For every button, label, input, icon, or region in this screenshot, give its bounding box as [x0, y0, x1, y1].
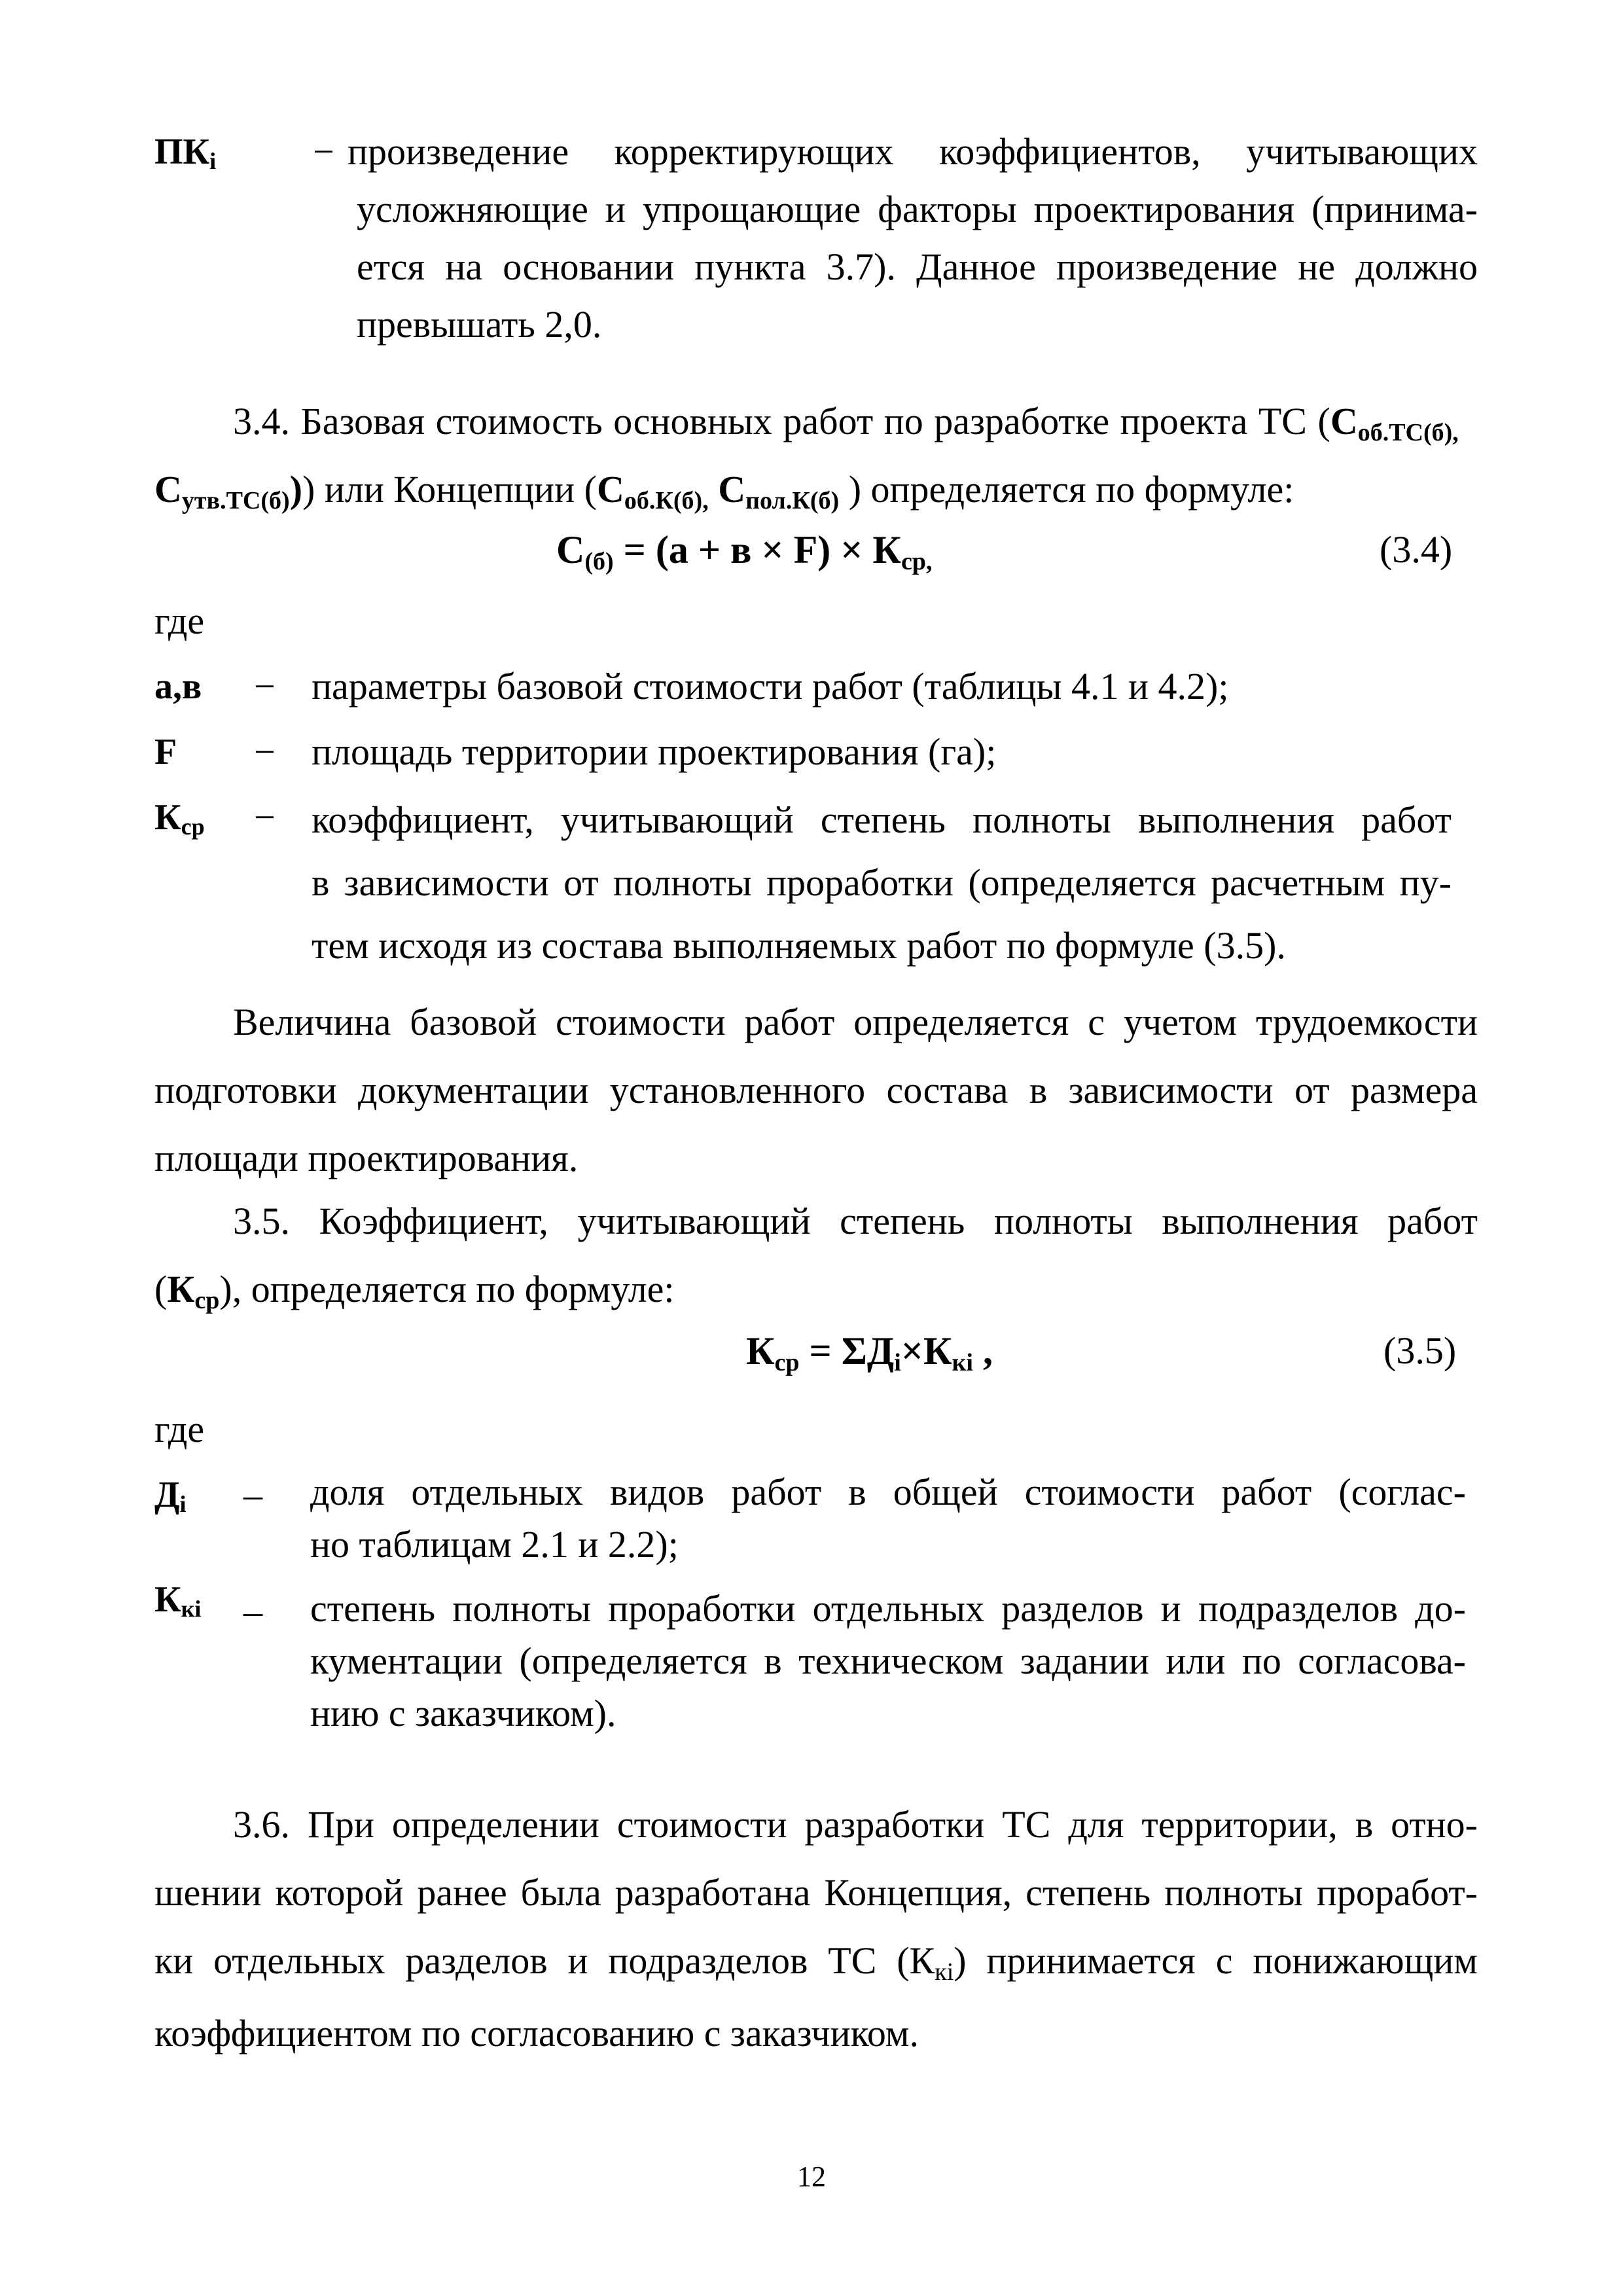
- formula-3-5-number: (3.5): [1383, 1329, 1457, 1372]
- def-ksr-dash: −: [254, 796, 276, 838]
- def-pk-line-1: произведение корректирующих коэффициентов, учитывающих: [348, 130, 1478, 173]
- def-kki-text: [310, 1583, 1466, 1740]
- p-value-line-1: Величина базовой стоимости работ определяется с учетом трудоемкости: [233, 1001, 1478, 1043]
- def-kki-line-2: кументации (определяется в техническом задании или по согласова-: [310, 1640, 1466, 1682]
- def-pk-line-4: превышать 2,0.: [357, 303, 602, 346]
- p34-line-1: 3.4. Базовая стоимость основных работ по разработке проекта ТС (Соб.ТС(б),: [233, 400, 1459, 446]
- def-d-dash: –: [243, 1473, 262, 1516]
- p36-line-2: шении которой ранее была разработана Концепция, степень полноты проработ-: [154, 1871, 1478, 1914]
- p36-line-1: 3.6. При определении стоимости разработки ТС для территории, в отно-: [233, 1803, 1478, 1846]
- p-value-line-3: площади проектирования.: [154, 1137, 579, 1179]
- def-ksr-line-2: в зависимости от полноты проработки (определяется расчетным пу-: [312, 861, 1452, 904]
- def-d-line-1: доля отдельных видов работ в общей стоимости работ (соглас-: [310, 1471, 1466, 1513]
- def-d-line-2: но таблицам 2.1 и 2.2);: [310, 1523, 679, 1566]
- where-label-2: где: [154, 1408, 205, 1450]
- def-f-dash: −: [254, 730, 276, 773]
- def-kki-term: $К_{кi}$: [154, 1579, 202, 1622]
- formula-3-5: Кср = ΣДi×Ккi ,: [746, 1329, 993, 1376]
- def-ab-dash: −: [254, 665, 276, 708]
- def-ab-term: а,в: [154, 666, 202, 707]
- def-ksr-line-1: коэффициент, учитывающий степень полноты выполнения работ: [312, 798, 1452, 841]
- p35-line-1: 3.5. Коэффициент, учитывающий степень полноты выполнения работ: [233, 1200, 1478, 1242]
- def-ksr-line-3: тем исходя из состава выполняемых работ по формуле (3.5).: [312, 924, 1286, 967]
- def-pk-text: [348, 123, 1478, 353]
- page-number: 12: [797, 2161, 826, 2193]
- def-d-text: [310, 1466, 1466, 1571]
- formula-3-4: С(б) = (а + в × F) × Кср,: [556, 528, 933, 575]
- def-ksr-term: $К_{ср}$: [154, 797, 205, 840]
- def-ksr-text: [312, 789, 1452, 977]
- def-pk-term: $ПК_i$: [154, 132, 217, 174]
- def-ab-text: параметры базовой стоимости работ (таблицы 4.1 и 4.2);: [312, 665, 1229, 708]
- p36-line-3: ки отдельных разделов и подразделов ТС (Ккi) принимается с понижающим: [154, 1939, 1478, 1986]
- p36-line-4: коэффициентом по согласованию с заказчиком.: [154, 2012, 919, 2054]
- def-pk-line-3: ется на основании пункта 3.7). Данное произведение не должно: [357, 245, 1478, 288]
- def-kki-line-3: нию с заказчиком).: [310, 1692, 616, 1734]
- p34-line-2: Сутв.ТС(б))) или Концепции (Соб.К(б), Спол.К(б) ) определяется по формуле:: [154, 468, 1294, 514]
- where-label-1: где: [154, 600, 205, 642]
- p36: [154, 1791, 1478, 2068]
- formula-3-4-number: (3.4): [1380, 528, 1453, 571]
- def-kki-line-1: степень полноты проработки отдельных разделов и подразделов до-: [310, 1587, 1466, 1630]
- def-pk-line-2: усложняющие и упрощающие факторы проектирования (принима-: [357, 188, 1478, 230]
- def-pk-dash: −: [313, 130, 334, 173]
- p35-line-2: (Кср), определяется по формуле:: [154, 1268, 675, 1314]
- def-kki-dash: –: [243, 1590, 262, 1632]
- def-f-term: F: [154, 732, 177, 772]
- p-value-line-2: подготовки документации установленного состава в зависимости от размера: [154, 1069, 1478, 1111]
- p-value: [154, 988, 1478, 1193]
- def-f-text: площадь территории проектирования (га);: [312, 730, 997, 773]
- def-d-term: $Д_i$: [154, 1475, 187, 1517]
